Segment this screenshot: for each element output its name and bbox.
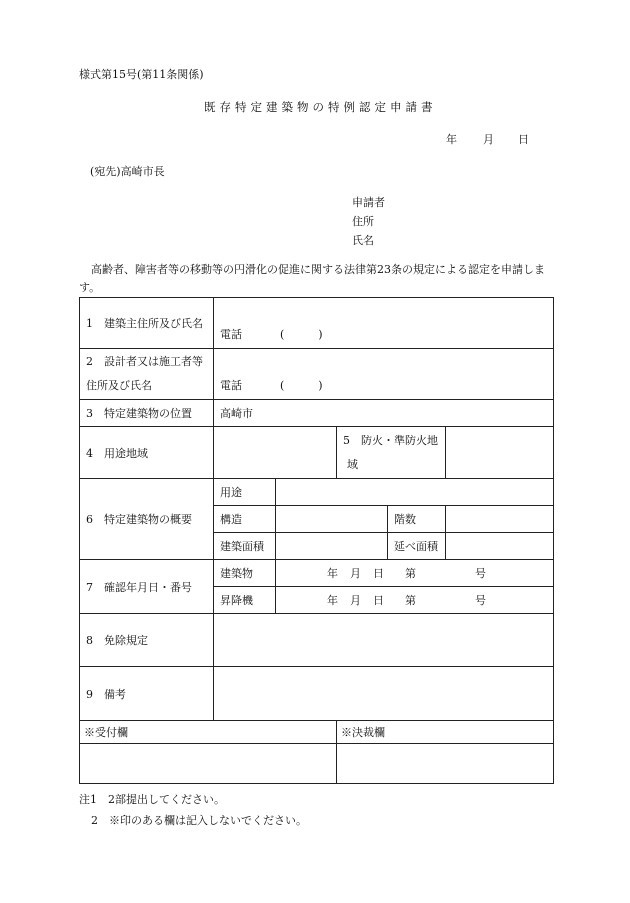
structure-input-cell[interactable] [276,506,388,533]
ce-dai: 第 [405,594,416,607]
use-input-cell[interactable] [276,479,554,506]
row-office-use-fields [80,744,554,784]
owner-phone-label: 電話 [220,328,242,341]
fire-zone-label-line2: 域 [347,457,358,471]
owner-phone-paren-close: ) [318,328,323,341]
designer-label-line2: 住所及び氏名 [86,379,152,392]
owner-phone-paren-open: ( [280,328,285,341]
cb-go: 号 [475,567,486,580]
row-location [80,400,554,427]
location-input-cell[interactable] [214,400,554,427]
floors-label: 階数 [388,506,446,533]
row-owner [80,298,554,349]
total-floor-area-label: 延べ面積 [388,533,446,560]
zoning-label: 4 用途地域 [80,427,214,479]
floors-input-cell[interactable] [446,506,554,533]
designer-label-line1: 2 設計者又は施工者等 [86,355,203,368]
applicant-name-label: 氏名 [352,234,374,247]
owner-label: 1 建築主住所及び氏名 [80,298,214,349]
applicant-address-label: 住所 [352,215,374,228]
row-zoning [80,427,554,479]
reception-field [80,744,337,784]
designer-phone-paren-open: ( [280,379,285,392]
confirmation-elevator-label: 昇降機 [214,587,276,614]
row-exemption [80,614,554,667]
confirmation-label: 7 確認年月日・番号 [80,560,214,614]
cb-year: 年 [327,567,338,580]
row-remarks [80,667,554,721]
remarks-input-cell[interactable] [214,667,554,721]
note-2: 2 ※印のある欄は記入しないでください。 [91,814,307,827]
confirmation-building-label: 建築物 [214,560,276,587]
row-overview-use [80,479,554,506]
note-1: 注1 2部提出してください。 [79,793,225,806]
designer-input-cell[interactable] [214,349,554,400]
date-day-label: 日 [518,133,529,146]
date-year-label: 年 [446,133,457,146]
structure-label: 構造 [214,506,276,533]
page-title: 既存特定建築物の特例認定申請書 [204,100,437,114]
declaration-text: 高齢者、障害者等の移動等の円滑化の促進に関する法律第23条の規定による認定を申請します。 [79,263,545,294]
form-number: 様式第15号(第11条関係) [79,68,204,81]
row-office-use-headers [80,721,554,744]
date-month-label: 月 [483,133,494,146]
reception-label: ※受付欄 [80,721,337,744]
decision-field [337,744,554,784]
designer-phone-paren-close: ) [318,379,323,392]
overview-label: 6 特定建築物の概要 [80,479,214,560]
application-form-table [79,297,554,784]
cb-day: 日 [373,567,384,580]
location-city: 高崎市 [220,407,253,420]
confirmation-elevator-input[interactable] [276,587,554,614]
decision-label: ※決裁欄 [337,721,554,744]
fire-zone-input-cell[interactable] [446,427,554,479]
ce-month: 月 [350,594,361,607]
addressee: (宛先)高崎市長 [90,165,165,178]
ce-day: 日 [373,594,384,607]
exemption-label: 8 免除規定 [80,614,214,667]
row-designer [80,349,554,400]
ce-go: 号 [475,594,486,607]
applicant-heading: 申請者 [352,196,385,209]
designer-phone-label: 電話 [220,379,242,392]
building-area-input-cell[interactable] [276,533,388,560]
cb-month: 月 [350,567,361,580]
designer-label [80,349,214,400]
exemption-input-cell[interactable] [214,614,554,667]
ce-year: 年 [327,594,338,607]
remarks-label: 9 備考 [80,667,214,721]
fire-zone-label [337,427,446,479]
owner-input-cell[interactable] [214,298,554,349]
total-floor-area-input-cell[interactable] [446,533,554,560]
fire-zone-label-line1: 5 防火・準防火地 [343,433,438,447]
cb-dai: 第 [405,567,416,580]
row-confirmation-building [80,560,554,587]
zoning-input-cell[interactable] [214,427,337,479]
building-area-label: 建築面積 [214,533,276,560]
location-label: 3 特定建築物の位置 [80,400,214,427]
confirmation-building-input[interactable] [276,560,554,587]
use-label: 用途 [214,479,276,506]
